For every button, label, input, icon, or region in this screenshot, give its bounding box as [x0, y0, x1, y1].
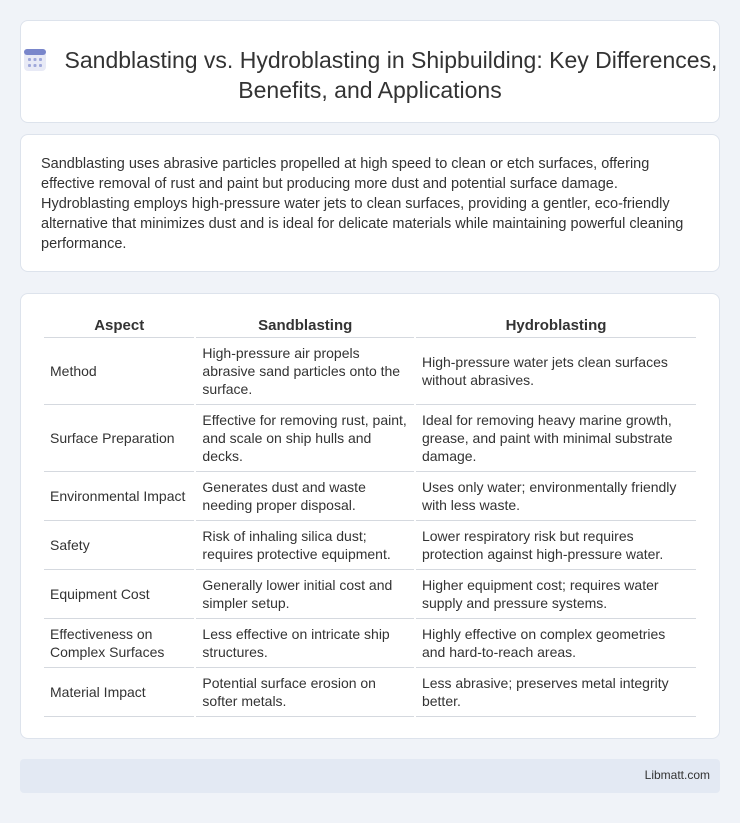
- cell-hydroblasting: Lower respiratory risk but requires protection against high-pressure water.: [416, 521, 696, 570]
- cell-sandblasting: Risk of inhaling silica dust; requires protective equipment.: [196, 521, 414, 570]
- table-card: [20, 293, 720, 739]
- summary-text: Sandblasting uses abrasive particles propelled at high speed to clean or etch surfaces, offering effective removal of rust and paint but producing more dust and potential surface damage. Hydroblasting employs high-pressure water jets to clean surfaces, providing a gentler, eco-friendly alternative that minimizes dust and is ideal for delicate materials while maintaining powerful cleaning performance.: [41, 156, 684, 252]
- cell-aspect: Material Impact: [44, 668, 194, 717]
- title-card: [20, 20, 720, 123]
- cell-sandblasting: Less effective on intricate ship structures.: [196, 619, 414, 668]
- page-title: [21, 45, 719, 105]
- cell-aspect: Surface Preparation: [44, 405, 194, 472]
- cell-hydroblasting: Less abrasive; preserves metal integrity better.: [416, 668, 696, 717]
- comparison-table: [42, 315, 698, 717]
- cell-hydroblasting: Uses only water; environmentally friendly with less waste.: [416, 472, 696, 521]
- cell-aspect: Effectiveness on Complex Surfaces: [44, 619, 194, 668]
- cell-hydroblasting: Highly effective on complex geometries and hard-to-reach areas.: [416, 619, 696, 668]
- table-row: [44, 405, 696, 472]
- table-header-row: [44, 315, 696, 338]
- cell-aspect: Equipment Cost: [44, 570, 194, 619]
- title-wrap: [21, 45, 719, 105]
- footer-brand[interactable]: Libmatt.com: [644, 768, 710, 782]
- cell-sandblasting: Generates dust and waste needing proper disposal.: [196, 472, 414, 521]
- cell-sandblasting: Effective for removing rust, paint, and scale on ship hulls and decks.: [196, 405, 414, 472]
- cell-hydroblasting: Ideal for removing heavy marine growth, grease, and paint with minimal substrate damage.: [416, 405, 696, 472]
- cell-aspect: Method: [44, 338, 194, 405]
- header-sandblasting: Sandblasting: [196, 315, 414, 338]
- cell-sandblasting: High-pressure air propels abrasive sand particles onto the surface.: [196, 338, 414, 405]
- cell-sandblasting: Potential surface erosion on softer metals.: [196, 668, 414, 717]
- table-row: [44, 472, 696, 521]
- cell-sandblasting: Generally lower initial cost and simpler setup.: [196, 570, 414, 619]
- table-row: [44, 521, 696, 570]
- table-row: [44, 338, 696, 405]
- header-aspect: Aspect: [44, 315, 194, 338]
- table-row: [44, 668, 696, 717]
- table-icon: [23, 48, 47, 72]
- footer: [20, 759, 720, 793]
- summary-card: [20, 134, 720, 272]
- header-hydroblasting: Hydroblasting: [416, 315, 696, 338]
- page-title-text: Sandblasting vs. Hydroblasting in Shipbuilding: Key Differences, Benefits, and Applications: [64, 47, 718, 103]
- table-row: [44, 619, 696, 668]
- cell-aspect: Safety: [44, 521, 194, 570]
- cell-hydroblasting: High-pressure water jets clean surfaces without abrasives.: [416, 338, 696, 405]
- table-row: [44, 570, 696, 619]
- cell-hydroblasting: Higher equipment cost; requires water supply and pressure systems.: [416, 570, 696, 619]
- cell-aspect: Environmental Impact: [44, 472, 194, 521]
